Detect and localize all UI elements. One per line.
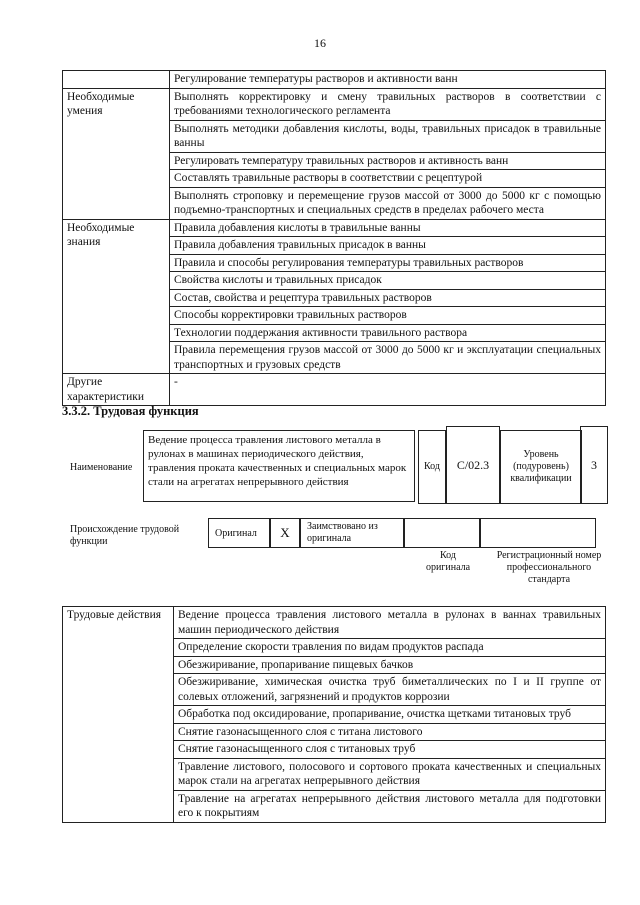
action-item: Обезжиривание, химическая очистка труб биметаллических по I и II группе от солевых отложений, загрязнений и продуктов коррозии: [174, 674, 606, 706]
knowledge-item: Состав, свойства и рецептура травильных растворов: [170, 289, 606, 307]
code-original-box: [404, 518, 480, 548]
knowledge-item: Способы корректировки травильных растворов: [170, 307, 606, 325]
code-original-caption: Код оригинала: [425, 550, 471, 573]
table-row: Регулирование температуры растворов и активности ванн: [170, 71, 606, 89]
knowledge-item: Технологии поддержания активности травильного раствора: [170, 324, 606, 342]
knowledge-item: Правила добавления травильных присадок в ванны: [170, 237, 606, 255]
other-label: Другие характеристики: [63, 374, 170, 406]
reg-number-caption: Регистрационный номер профессионального стандарта: [496, 550, 602, 585]
other-value: -: [170, 374, 606, 406]
knowledge-item: Правила добавления кислоты в травильные ванны: [170, 219, 606, 237]
name-label: Наименование: [70, 462, 133, 473]
reg-number-box: [480, 518, 596, 548]
action-item: Обезжиривание, пропаривание пищевых бачков: [174, 656, 606, 674]
origin-label: Происхождение трудовой функции: [70, 524, 180, 547]
skill-item: Составлять травильные растворы в соответствии с рецептурой: [170, 170, 606, 188]
knowledge-item: Свойства кислоты и травильных присадок: [170, 272, 606, 290]
action-item: Травление на агрегатах непрерывного действия листового металла для подготовки его к покрытиям: [174, 790, 606, 822]
skill-item: Выполнять методики добавления кислоты, воды, травильных присадок в травильные ванны: [170, 120, 606, 152]
original-mark: X: [270, 518, 300, 548]
borrowed-cell: Заимствовано из оригинала: [300, 518, 404, 548]
action-item: Травление листового, полосового и сортового проката качественных и специальных марок стали на агрегатах непрерывного действия: [174, 758, 606, 790]
section-title: 3.3.2. Трудовая функция: [62, 404, 199, 418]
empty-label-cell: [63, 71, 170, 89]
action-item: Снятие газонасыщенного слоя с титана листового: [174, 723, 606, 741]
action-item: Ведение процесса травления листового металла в рулонах в ваннах травильных машин периодического действия: [174, 607, 606, 639]
skills-label: Необходимые умения: [63, 88, 170, 219]
knowledge-label: Необходимые знания: [63, 219, 170, 374]
actions-label: Трудовые действия: [63, 607, 174, 823]
knowledge-item: Правила перемещения грузов массой от 3000 до 5000 кг и эксплуатации специальных транспортных и грузовых средств: [170, 342, 606, 374]
skill-item: Регулировать температуру травильных растворов и активность ванн: [170, 152, 606, 170]
code-label: Код: [418, 430, 446, 504]
skill-item: Выполнять строповку и перемещение грузов массой от 3000 до 5000 кг с помощью подъемно-транспортных и специальных средств в пределах рабочего места: [170, 187, 606, 219]
page-number: 16: [314, 36, 326, 50]
knowledge-item: Правила и способы регулирования температуры травильных растворов: [170, 254, 606, 272]
skills-knowledge-table: [62, 70, 606, 406]
origin-row: [208, 518, 596, 548]
original-cell: Оригинал: [208, 518, 270, 548]
code-value: С/02.3: [446, 426, 500, 504]
level-label: Уровень (подуровень) квалификации: [500, 430, 582, 504]
skill-item: Выполнять корректировку и смену травильных растворов в соответствии с требованиями технологического регламента: [170, 88, 606, 120]
action-item: Снятие газонасыщенного слоя с титановых труб: [174, 741, 606, 759]
level-value: 3: [580, 426, 608, 504]
action-item: Обработка под оксидирование, пропаривание, очистка щетками титановых труб: [174, 706, 606, 724]
action-item: Определение скорости травления по видам продуктов распада: [174, 639, 606, 657]
function-name: Ведение процесса травления листового металла в рулонах в машинах периодического действия, травления проката качественных и специальных марок стали на агрегатах непрерывного действия: [143, 430, 415, 502]
actions-table: [62, 606, 606, 823]
